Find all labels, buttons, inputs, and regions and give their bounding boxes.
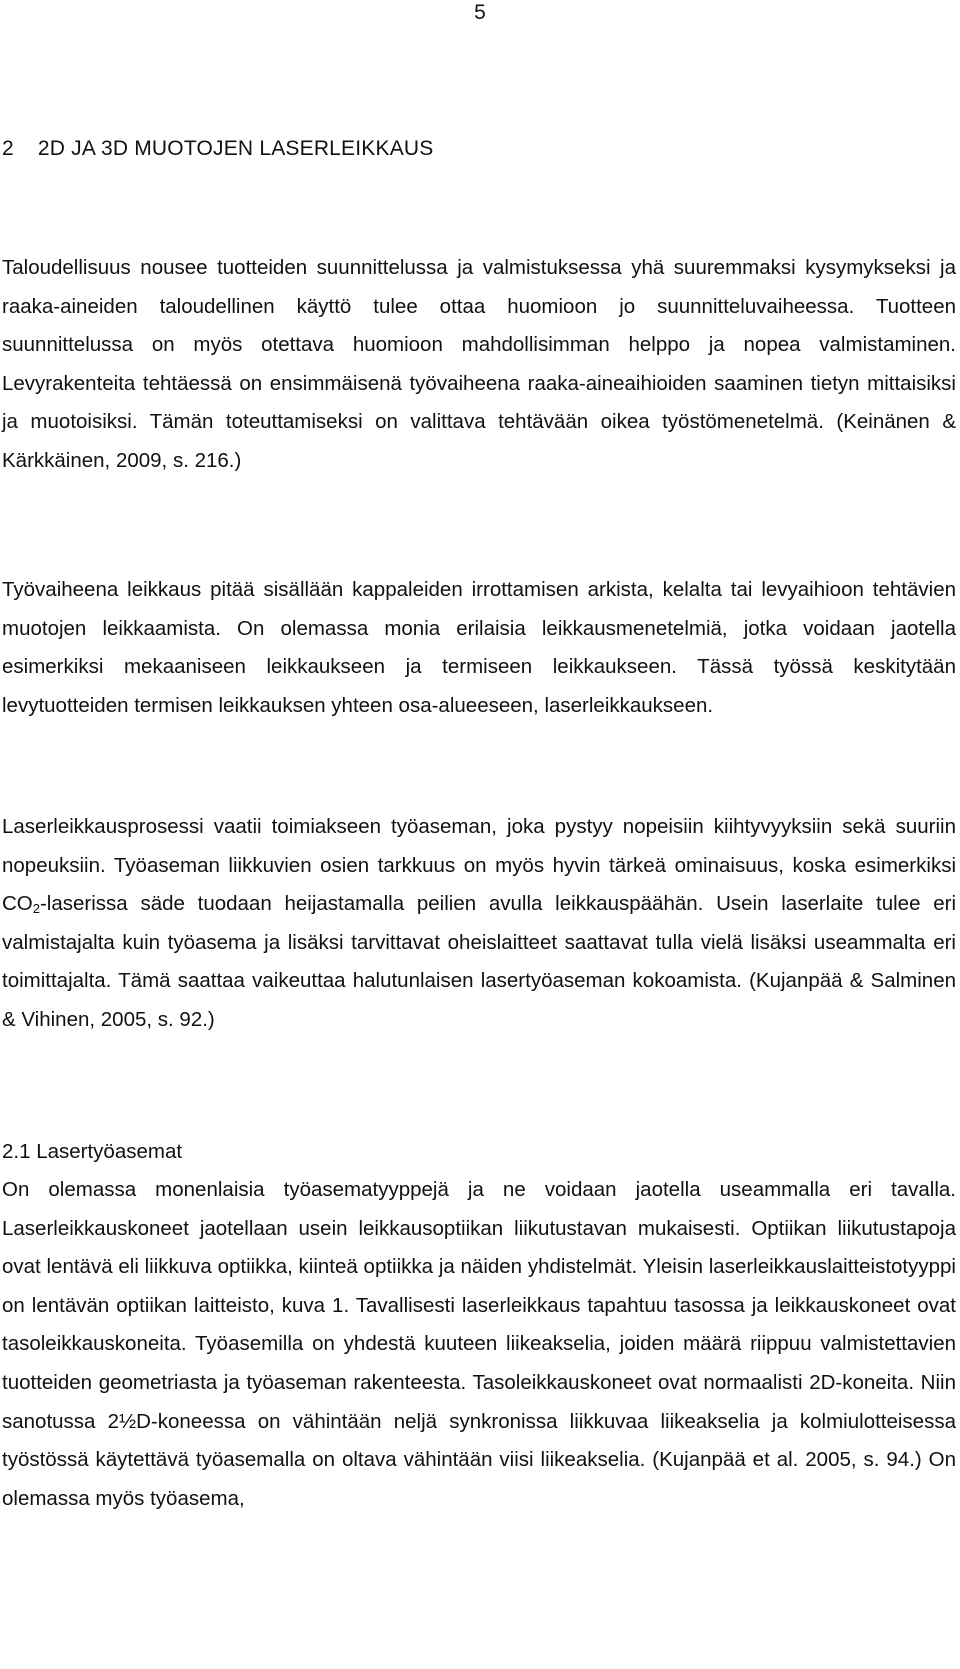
paragraph-3-part-2: -laserissa säde tuodaan heijastamalla peilien avulla leikkauspäähän. Usein laserlaite tulee eri valmistajalta kuin työasema ja lisäksi tarvittavat oheislaitteet saattavat tulla vielä lisäksi useammalta eri toimittajalta. Tämä saattaa vaikeuttaa halutunlaisen lasertyöaseman kokoamista. (Kujanpää & Salminen & Vihinen, 2005, s. 92.) <box>2 892 956 1031</box>
paragraph-3 <box>2 808 956 1040</box>
co2-subscript: 2 <box>32 901 40 917</box>
page-number: 5 <box>474 1 486 24</box>
section-paragraph: On olemassa monenlaisia työasematyyppejä ja ne voidaan jaotella useammalla eri tavalla. Laserleikkauskoneet jaotellaan usein leikkausoptiikan liikutustavan mukaisesti. Optiikan liikutustapoja ovat lentävä eli liikkuva optiikka, kiinteä optiikka ja näiden yhdistelmät. Yleisin laserleikkauslaitteistotyyppi on lentävän optiikan laitteisto, kuva 1. Tavallisesti laserleikkaus tapahtuu tasossa ja leikkauskoneet ovat tasoleikkauskoneita. Työasemilla on yhdestä kuuteen liikeakselia, joiden määrä riippuu valmistettavien tuotteiden geometriasta ja työaseman rakenteesta. Tasoleikkauskoneet ovat normaalisti 2D-koneita. Niin sanotussa 2½D-koneessa on vähintään neljä synkronissa liikkuvaa liikeakselia ja kolmiulotteisessa työstössä käytettävä työasemalla on oltava vähintään viisi liikeakselia. (Kujanpää et al. 2005, s. 94.) On olemassa myös työasema, <box>2 1178 956 1510</box>
chapter-heading <box>2 136 434 162</box>
paragraph-1: Taloudellisuus nousee tuotteiden suunnittelussa ja valmistuksessa yhä suuremmaksi kysymykseksi ja raaka-aineiden taloudellinen käyttö tulee ottaa huomioon jo suunnitteluvaiheessa. Tuotteen suunnittelussa on myös otettava huomioon mahdollisimman helppo ja nopea valmistaminen. Levyrakenteita tehtäessä on ensimmäisenä työvaiheena raaka-aineaihioiden saaminen tietyn mittaisiksi ja muotoisiksi. Tämän toteuttamiseksi on valittava tehtävään oikea työstömenetelmä. (Keinänen & Kärkkäinen, 2009, s. 216.) <box>2 256 956 472</box>
chapter-title: 2D JA 3D MUOTOJEN LASERLEIKKAUS <box>37 137 434 160</box>
section-heading: 2.1 Lasertyöasemat <box>2 1140 183 1163</box>
chapter-number: 2 <box>2 137 14 160</box>
paragraph-3-part-1: Laserleikkausprosessi vaatii toimiakseen työaseman, joka pystyy nopeisiin kiihtyvyyksiin sekä suuriin nopeuksiin. Työaseman liikkuvien osien tarkkuus on myös hyvin tärkeä ominaisuus, koska esimerkiksi CO <box>2 815 956 916</box>
paragraph-2: Työvaiheena leikkaus pitää sisällään kappaleiden irrottamisen arkista, kelalta tai levyaihioon tehtävien muotojen leikkaamista. On olemassa monia erilaisia leikkausmenetelmiä, jotka voidaan jaotella esimerkiksi mekaaniseen leikkaukseen ja termiseen leikkaukseen. Tässä työssä keskitytään levytuotteiden termisen leikkauksen yhteen osa-alueeseen, laserleikkaukseen. <box>2 578 956 717</box>
